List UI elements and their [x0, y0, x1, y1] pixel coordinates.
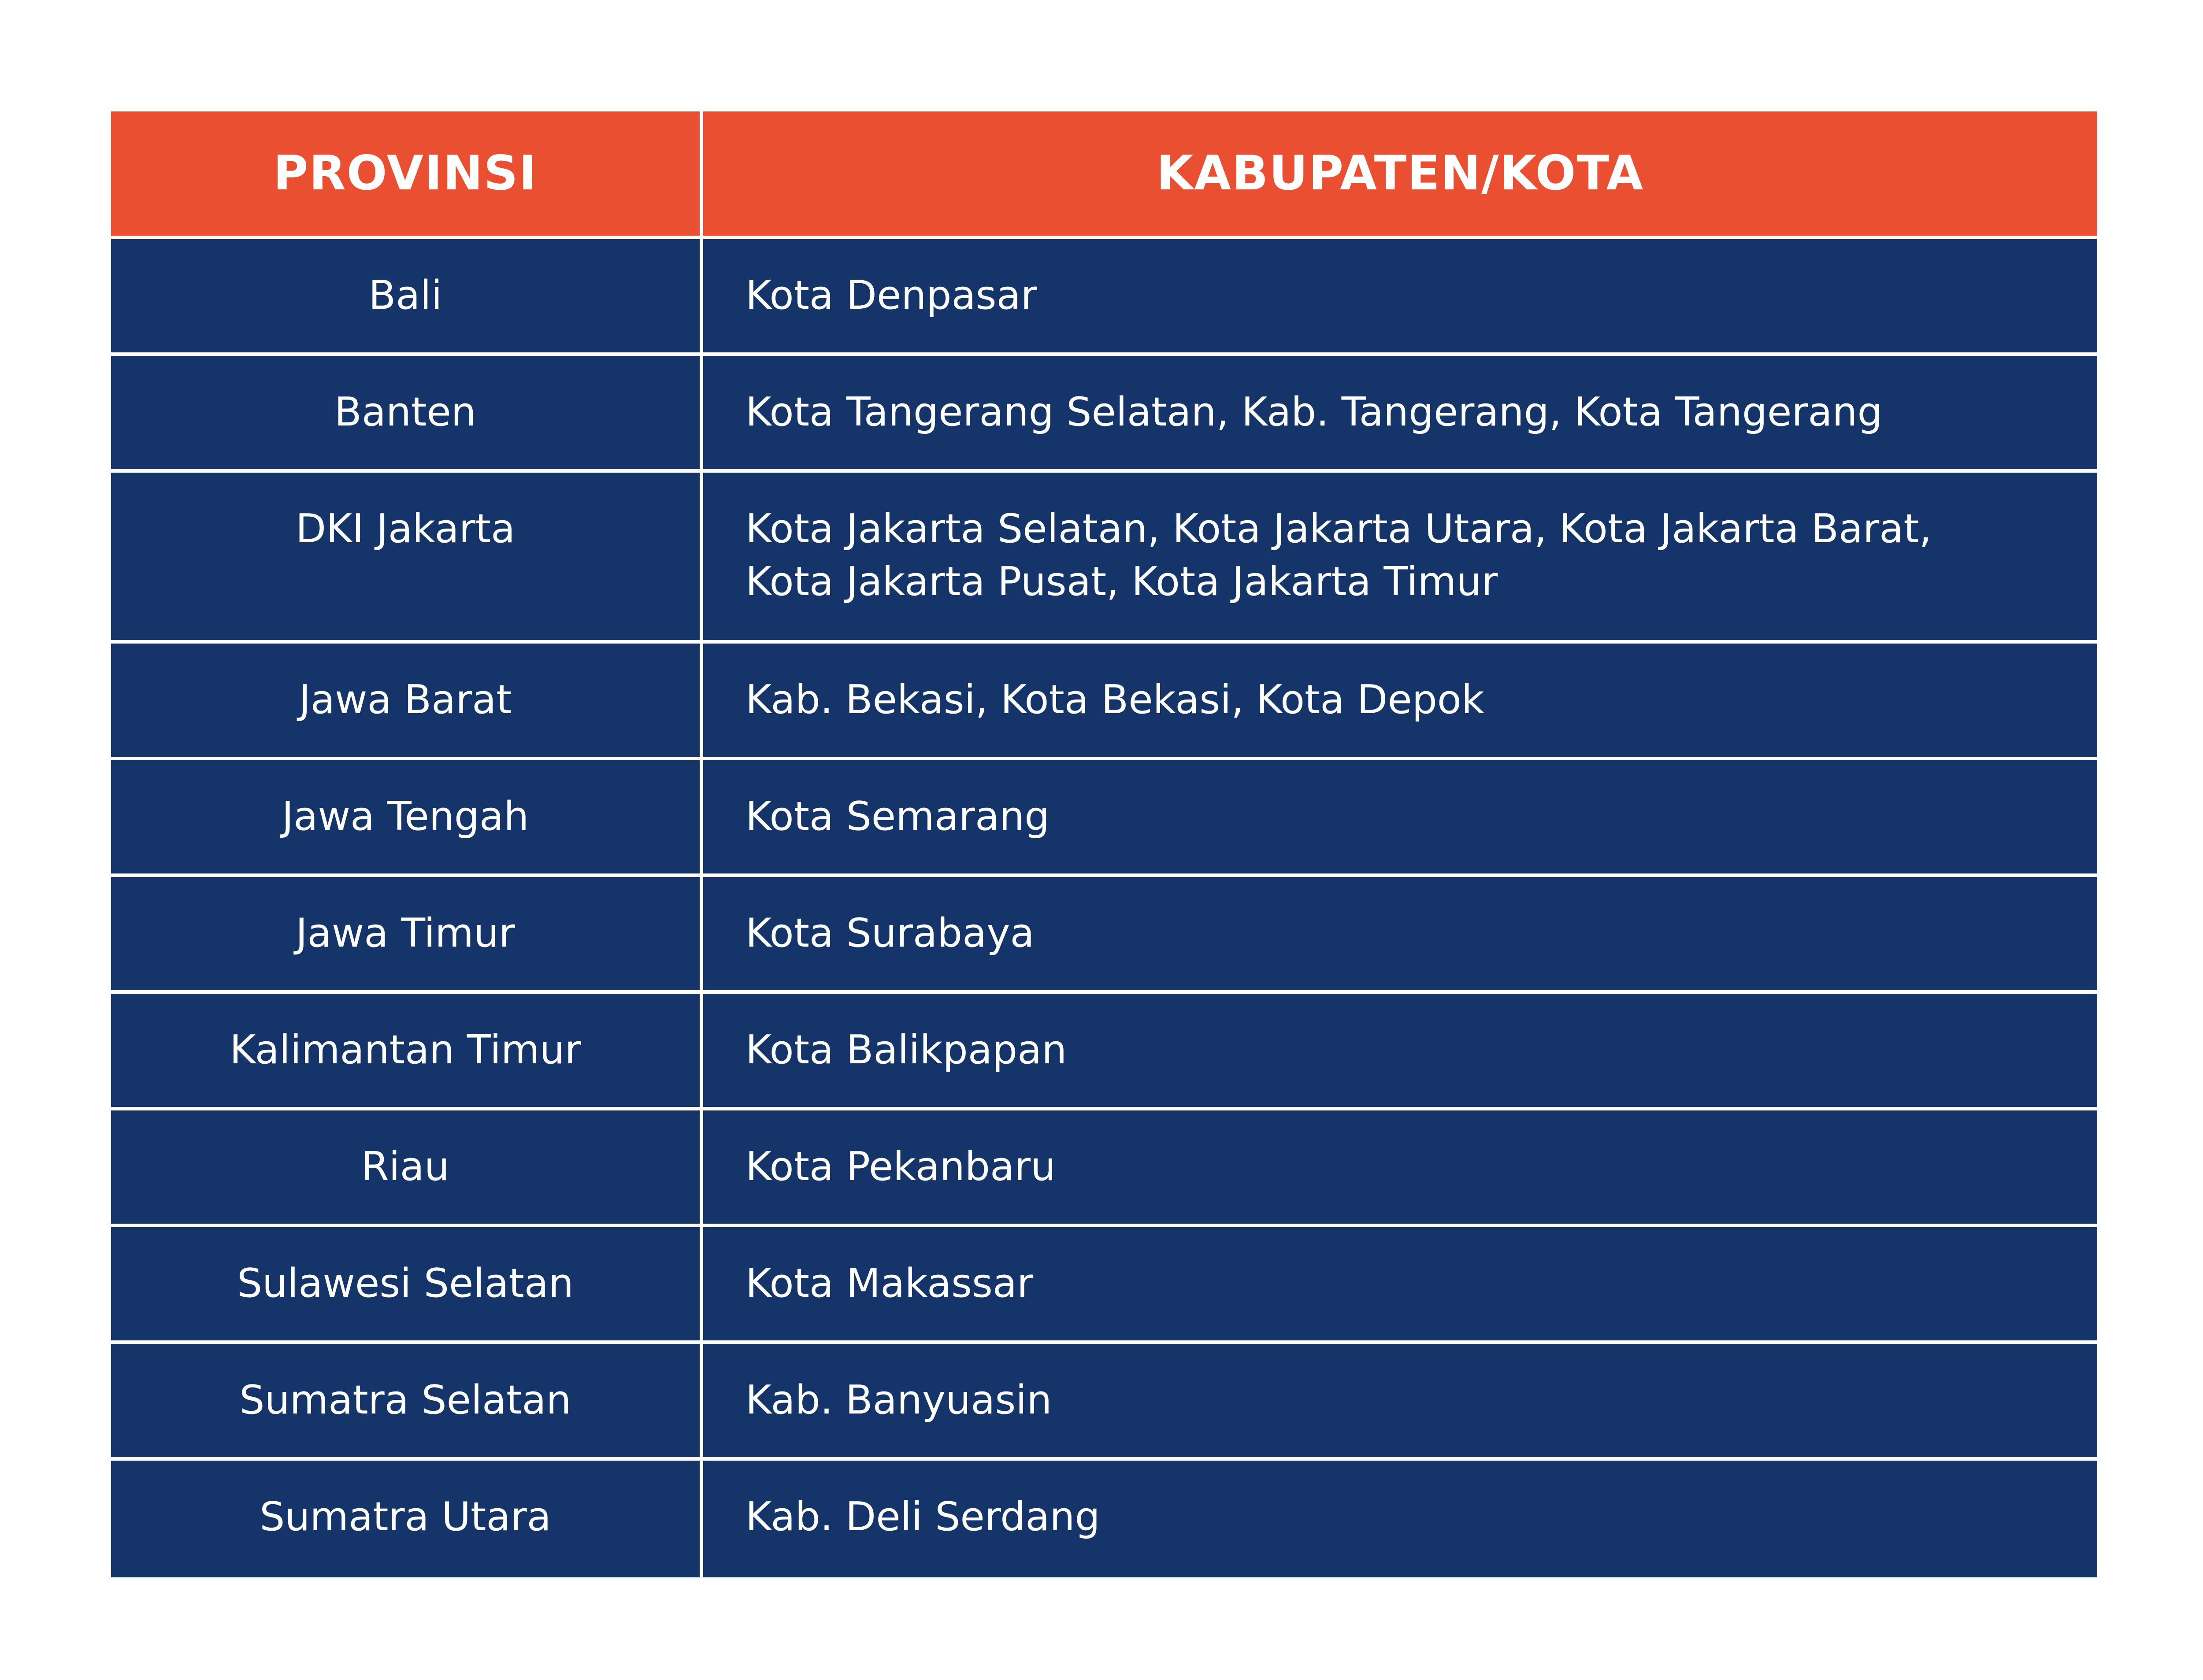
kabupaten-line: Kab. Banyuasin [745, 1377, 1052, 1423]
region-table [111, 111, 2097, 1573]
table-cell-kabupaten [703, 644, 2097, 760]
table-cell-provinsi: Sumatra Utara [111, 1461, 703, 1577]
table-cell-provinsi: Jawa Barat [111, 644, 703, 760]
kabupaten-line: Kota Surabaya [745, 910, 1035, 956]
table-cell-kabupaten [703, 760, 2097, 877]
kabupaten-line: Kota Semarang [745, 793, 1050, 840]
kabupaten-line: Kota Jakarta Selatan, Kota Jakarta Utara, Kota Jakarta Barat, [745, 506, 1932, 552]
table-cell-kabupaten [703, 356, 2097, 473]
kabupaten-line: Kota Balikpapan [745, 1027, 1067, 1073]
kabupaten-line: Kota Tangerang Selatan, Kab. Tangerang, Kota Tangerang [745, 389, 1883, 435]
table-cell-provinsi: Riau [111, 1110, 703, 1227]
kabupaten-line: Kota Jakarta Pusat, Kota Jakarta Timur [745, 559, 1498, 605]
table-cell-provinsi: Sumatra Selatan [111, 1344, 703, 1461]
table-cell-kabupaten [703, 994, 2097, 1110]
table-cell-provinsi: Kalimantan Timur [111, 994, 703, 1110]
table-cell-kabupaten [703, 877, 2097, 994]
kabupaten-line: Kab. Deli Serdang [745, 1494, 1100, 1540]
kabupaten-line: Kota Makassar [745, 1260, 1034, 1306]
table-cell-kabupaten [703, 1344, 2097, 1461]
kabupaten-line: Kab. Bekasi, Kota Bekasi, Kota Depok [745, 677, 1485, 723]
table-cell-provinsi: Bali [111, 239, 703, 356]
table-cell-provinsi: Jawa Timur [111, 877, 703, 994]
table-cell-provinsi: DKI Jakarta [111, 473, 703, 644]
table-cell-kabupaten [703, 1227, 2097, 1344]
table-cell-provinsi: Sulawesi Selatan [111, 1227, 703, 1344]
kabupaten-line: Kota Denpasar [745, 272, 1037, 318]
table-cell-kabupaten [703, 1461, 2097, 1577]
kabupaten-line: Kota Pekanbaru [745, 1143, 1056, 1190]
header-provinsi: PROVINSI [111, 111, 703, 239]
table-cell-provinsi: Jawa Tengah [111, 760, 703, 877]
header-kabupaten-kota: KABUPATEN/KOTA [703, 111, 2097, 239]
table-cell-kabupaten [703, 473, 2097, 644]
table-cell-provinsi: Banten [111, 356, 703, 473]
table-cell-kabupaten [703, 1110, 2097, 1227]
table-cell-kabupaten [703, 239, 2097, 356]
